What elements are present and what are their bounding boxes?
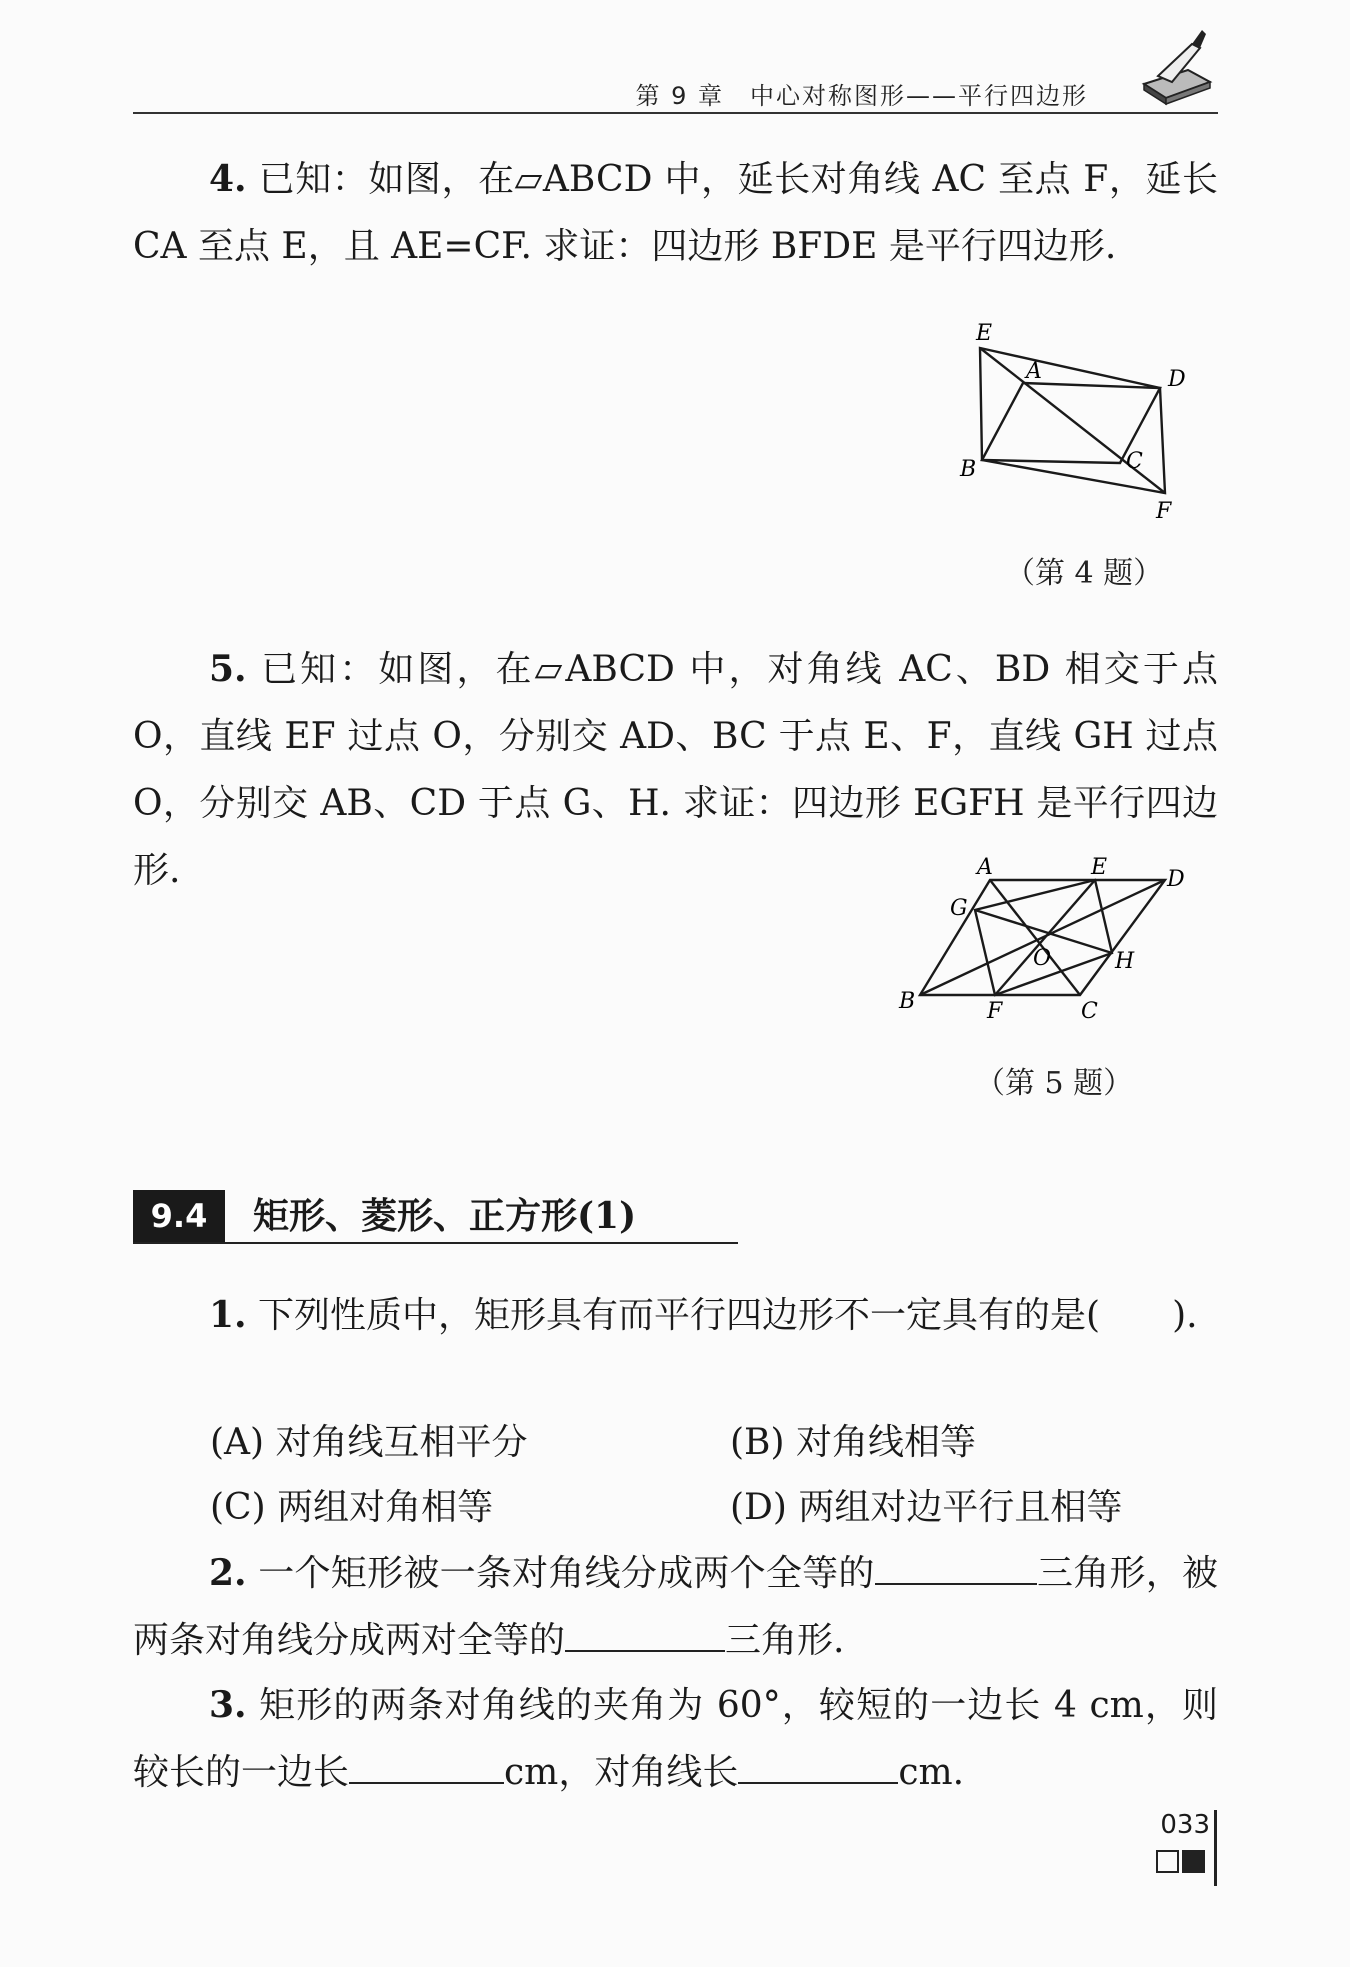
label-o-q5: O xyxy=(1033,946,1052,971)
figure-q5-caption: （第 5 题） xyxy=(975,1066,1134,1101)
answer-blank-3[interactable] xyxy=(349,1746,504,1784)
answer-blank-4[interactable] xyxy=(738,1746,898,1784)
choice-a: (A) 对角线互相平分 xyxy=(210,1422,528,1463)
label-d: D xyxy=(1168,367,1186,392)
choice-d: (D) 两组对边平行且相等 xyxy=(730,1487,1123,1528)
choice-list xyxy=(210,1410,1220,1550)
section-question-3-text-1: 矩形的两条对角线的夹角为 60°，较短的一边长 4 cm，则较长的一边长 xyxy=(133,1685,1218,1793)
label-f-q5: F xyxy=(987,999,1003,1024)
running-header xyxy=(133,72,1218,114)
figure-q4-caption: （第 4 题） xyxy=(1005,556,1164,591)
question-5-number: 5. xyxy=(209,648,247,690)
question-4-number: 4. xyxy=(209,158,247,200)
section-question-3-number: 3. xyxy=(209,1684,247,1726)
label-g-q5: G xyxy=(950,896,968,921)
label-b: B xyxy=(960,457,977,482)
label-a: A xyxy=(1026,359,1042,384)
book-icon xyxy=(1136,26,1216,106)
section-question-2-number: 2. xyxy=(209,1552,247,1594)
label-e: E xyxy=(976,321,993,346)
question-4 xyxy=(133,146,1218,280)
section-question-1 xyxy=(133,1282,1218,1349)
label-c-q5: C xyxy=(1081,999,1098,1024)
label-b-q5: B xyxy=(899,989,916,1014)
figure-q5 xyxy=(895,850,1210,1025)
label-a-q5: A xyxy=(977,855,993,880)
answer-blank-2[interactable] xyxy=(565,1614,725,1652)
label-c: C xyxy=(1126,449,1143,474)
section-question-3-text-2: cm，对角线长 xyxy=(504,1752,739,1793)
section-question-2-text-1: 一个矩形被一条对角线分成两个全等的 xyxy=(258,1553,875,1594)
section-heading xyxy=(133,1190,738,1244)
empty-box-icon xyxy=(1156,1850,1179,1873)
figure-q4 xyxy=(940,318,1200,528)
question-5-text: 已知：如图，在▱ABCD 中，对角线 AC、BD 相交于点 O，直线 EF 过点 O，分别交 AD、BC 于点 E、F，直线 GH 过点 O，分别交 AB、CD 于点 G、H. 求证：四边形 EGFH 是平行四边形. xyxy=(133,649,1218,891)
section-question-2-text-2: 三角形，被两条对角线分成两对全等的 xyxy=(133,1553,1218,1661)
section-question-1-text: 下列性质中，矩形具有而平行四边形不一定具有的是( ). xyxy=(258,1295,1198,1336)
section-question-1-number: 1. xyxy=(209,1294,247,1336)
section-question-2-text-3: 三角形. xyxy=(725,1620,845,1661)
page-number: 033 xyxy=(1160,1810,1210,1840)
choice-c: (C) 两组对角相等 xyxy=(210,1487,494,1528)
section-question-2 xyxy=(133,1540,1218,1674)
label-e-q5: E xyxy=(1091,855,1108,880)
section-question-3 xyxy=(133,1672,1218,1806)
section-question-3-text-3: cm. xyxy=(898,1752,965,1793)
question-4-text: 已知：如图，在▱ABCD 中，延长对角线 AC 至点 F，延长 CA 至点 E，且 AE=CF. 求证：四边形 BFDE 是平行四边形. xyxy=(133,159,1218,267)
footer-boxes-icon xyxy=(1153,1850,1205,1877)
filled-box-icon xyxy=(1182,1850,1205,1873)
answer-blank-1[interactable] xyxy=(875,1547,1037,1585)
section-number: 9.4 xyxy=(133,1190,225,1242)
running-title: 第 9 章 中心对称图形——平行四边形 xyxy=(635,82,1088,110)
footer-divider xyxy=(1214,1810,1217,1886)
choice-b: (B) 对角线相等 xyxy=(730,1422,976,1463)
label-f: F xyxy=(1156,499,1172,524)
label-h-q5: H xyxy=(1115,949,1135,974)
section-title: 矩形、菱形、正方形(1) xyxy=(253,1195,637,1237)
label-d-q5: D xyxy=(1167,867,1185,892)
